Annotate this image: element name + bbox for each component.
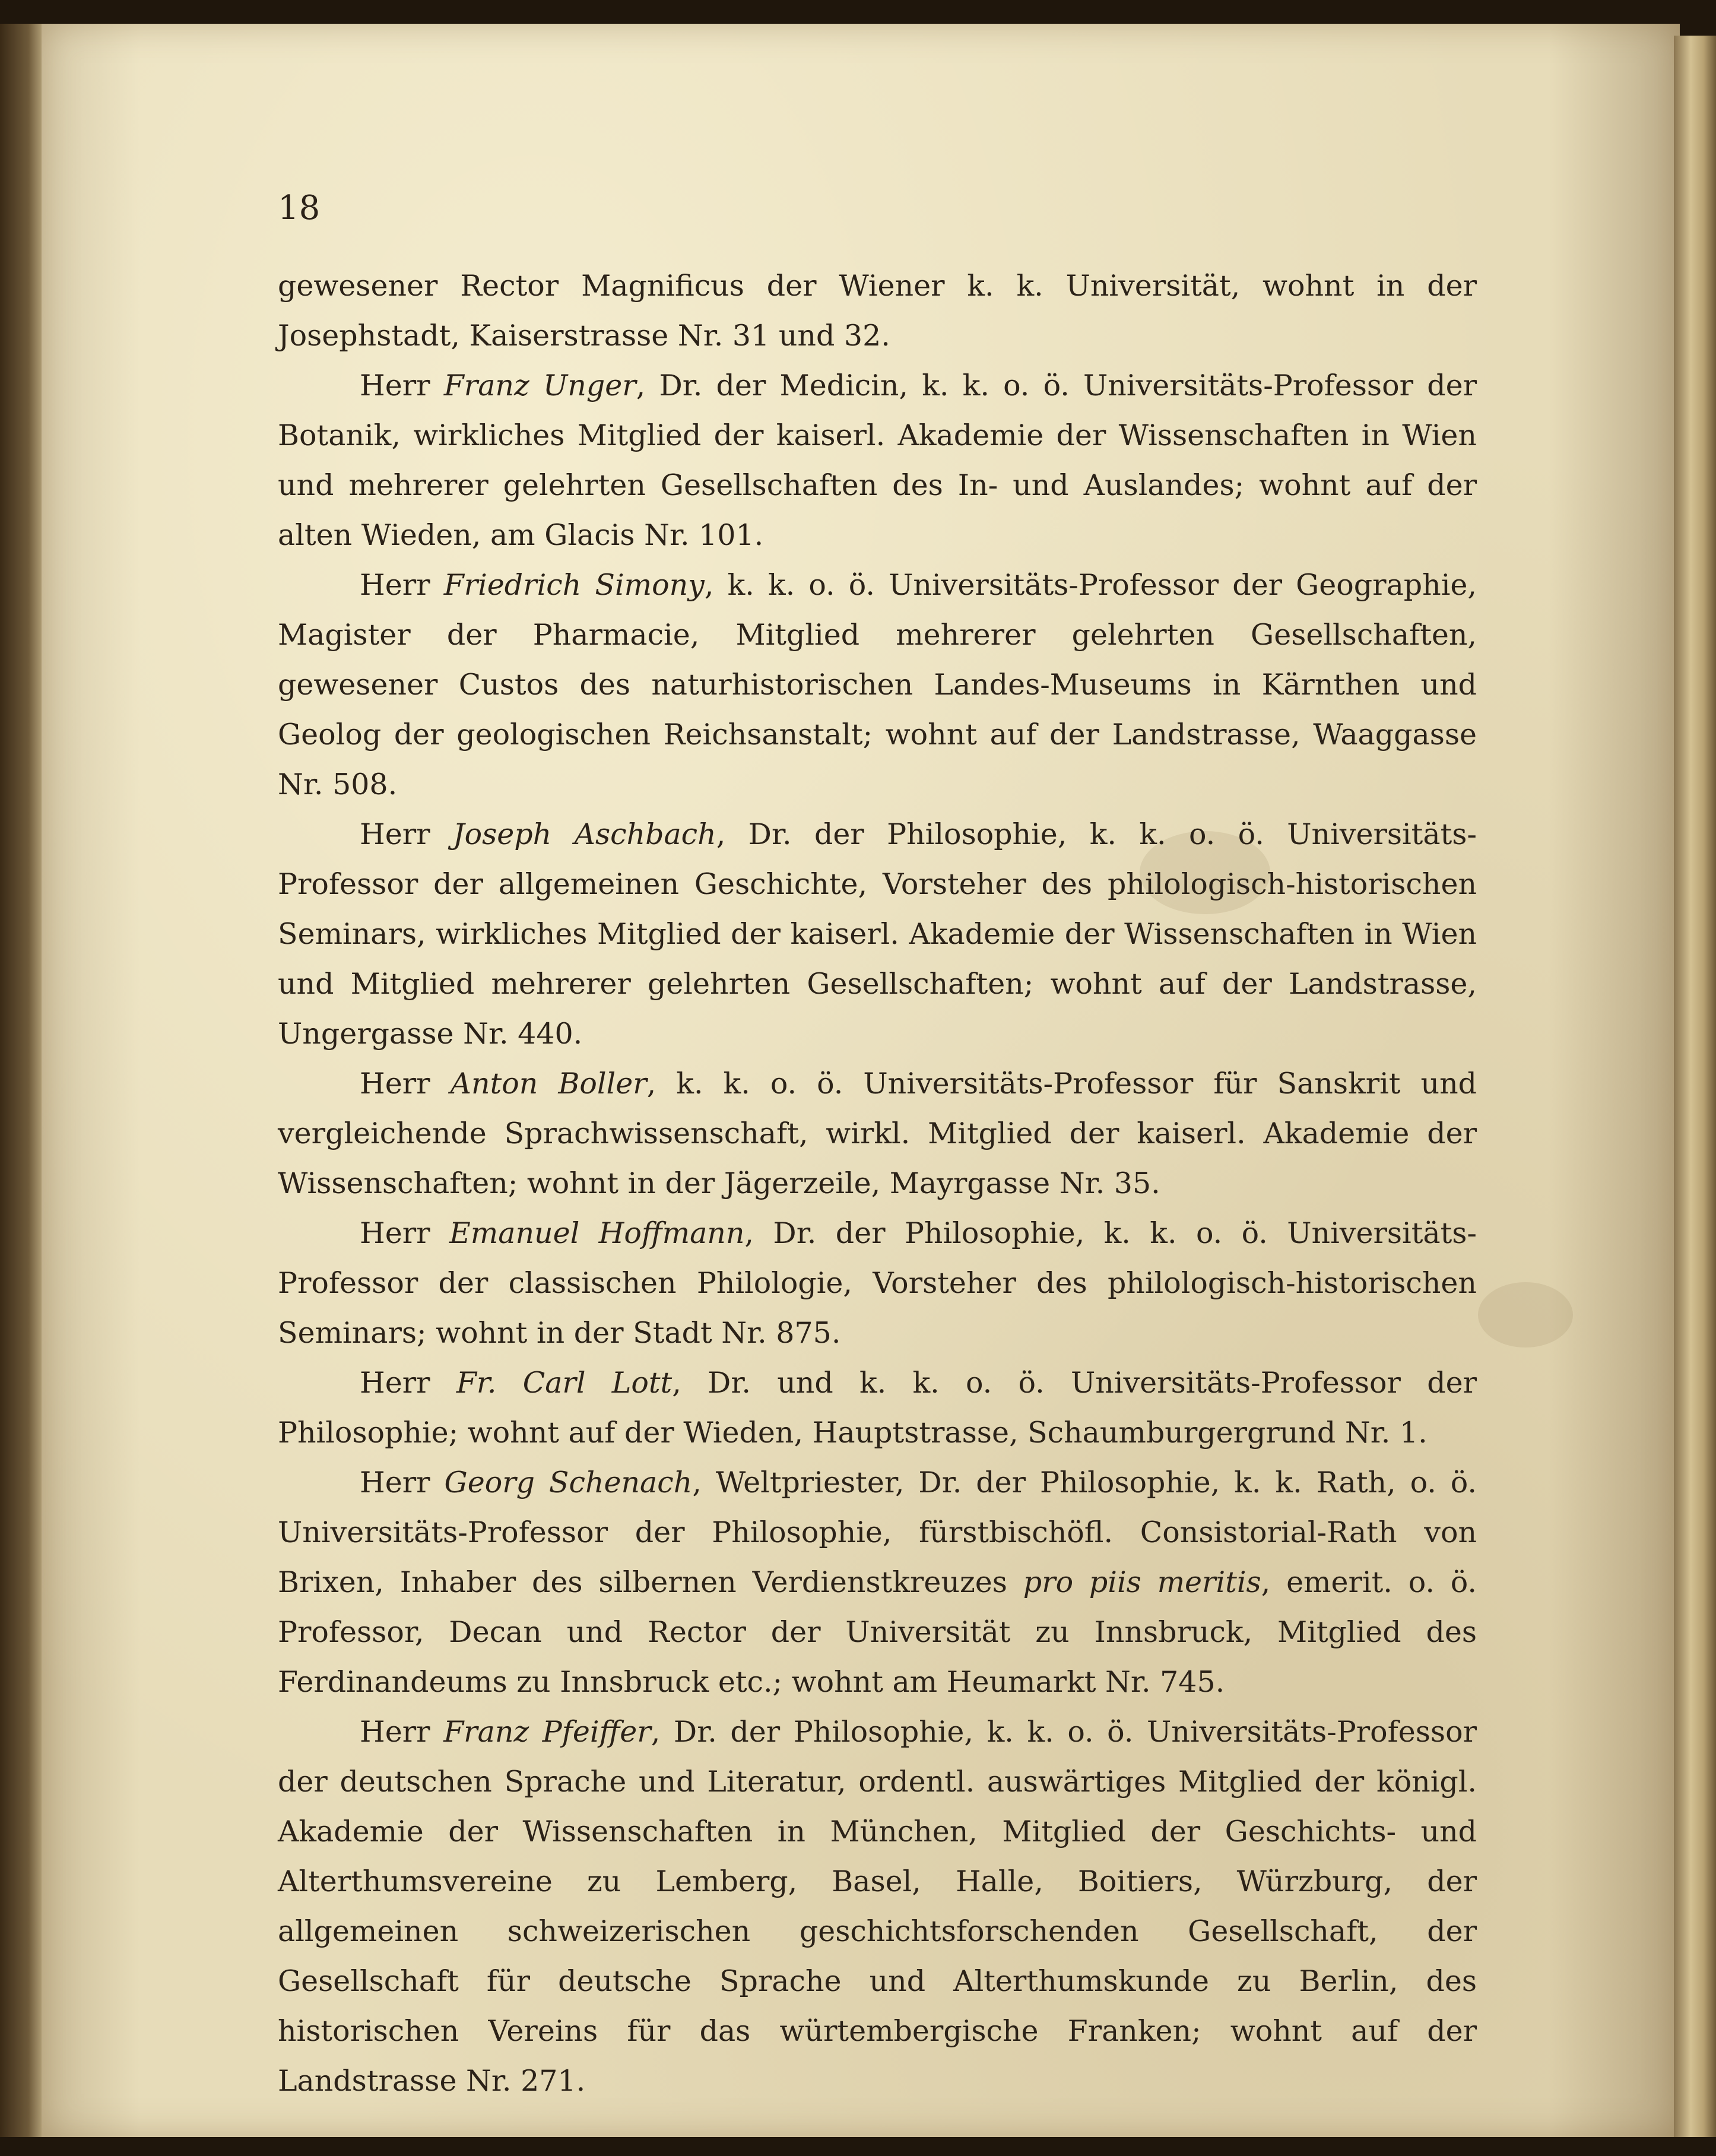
directory-entry [278, 1059, 1477, 1209]
directory-entry [278, 1707, 1477, 2106]
italic-name: Franz Unger [443, 369, 636, 402]
page-number: 18 [278, 189, 321, 227]
italic-name: Joseph Aschbach [452, 817, 716, 851]
entry-text: , Weltpriester, Dr. der Philosophie, k. k. Rath, o. ö. Universitäts-Professor der Philosophie, fürstbischöfl. Consistorial-Rath von Brixen, Inhaber des silbernen Verdienstkreuzes [278, 1466, 1477, 1599]
directory-entry [278, 1358, 1477, 1458]
italic-name: Fr. Carl Lott [456, 1366, 673, 1400]
entry-text: gewesener Rector Magnificus der Wiener k. k. Universität, wohnt in der Josephstadt, Kaiserstrasse Nr. 31 und 32. [278, 269, 1477, 353]
entry-text: Herr [360, 817, 453, 851]
entry-text: Herr [360, 369, 444, 402]
directory-entry [278, 1209, 1477, 1358]
italic-name: Anton Boller [450, 1067, 647, 1101]
entry-text: , Dr. der Philosophie, k. k. o. ö. Universitäts-Professor der allgemeinen Geschichte, Vorsteher des philologisch-historischen Seminars, wirkliches Mitglied der kaiserl. Akademie der Wissenschaften in Wien und Mitglied mehrerer gelehrten Gesellschaften; wohnt auf der Landstrasse, Ungergasse Nr. 440. [278, 817, 1477, 1051]
italic-name: Franz Pfeiffer [443, 1715, 651, 1749]
italic-name: Emanuel Hoffmann [449, 1216, 745, 1250]
entry-text: , Dr. der Philosophie, k. k. o. ö. Universitäts-Professor der classischen Philologie, Vorsteher des philologisch-historischen Seminars; wohnt in der Stadt Nr. 875. [278, 1216, 1477, 1350]
entry-text: , Dr. und k. k. o. ö. Universitäts-Professor der Philosophie; wohnt auf der Wieden, Hauptstrasse, Schaumburgergrund Nr. 1. [278, 1366, 1477, 1450]
entry-text: Herr [360, 1715, 444, 1749]
entry-text: , k. k. o. ö. Universitäts-Professor der Geographie, Magister der Pharmacie, Mitglied mehrerer gelehrten Gesellschaften, gewesener Custos des naturhistorischen Landes-Museums in Kärnthen und Geolog der geologischen Reichsanstalt; wohnt auf der Landstrasse, Waaggasse Nr. 508. [278, 568, 1477, 801]
entry-text: Herr [360, 1216, 450, 1250]
entry-text: Herr [360, 568, 444, 602]
entry-text: , Dr. der Medicin, k. k. o. ö. Universitäts-Professor der Botanik, wirkliches Mitglied der kaiserl. Akademie der Wissenschaften in Wien und mehrerer gelehrten Gesellschaften des In- und Auslandes; wohnt auf der alten Wieden, am Glacis Nr. 101. [278, 369, 1477, 552]
entry-text: , k. k. o. ö. Universitäts-Professor für Sanskrit und vergleichende Sprachwissenschaft, wirkl. Mitglied der kaiserl. Akademie der Wissenschaften; wohnt in der Jägerzeile, Mayrgasse Nr. 35. [278, 1067, 1477, 1200]
entry-text: , Dr. der Philosophie, k. k. o. ö. Universitäts-Professor der deutschen Sprache und Literatur, ordentl. auswärtiges Mitglied der königl. Akademie der Wissenschaften in München, Mitglied der Geschichts- und Alterthumsvereine zu Lemberg, Basel, Halle, Boitiers, Würzburg, der allgemeinen schweizerischen geschichtsforschenden Gesellschaft, der Gesellschaft für deutsche Sprache und Alterthumskunde zu Berlin, des historischen Vereins für das würtembergische Franken; wohnt auf der Landstrasse Nr. 271. [278, 1715, 1477, 2098]
paper-stain [1478, 1282, 1573, 1348]
italic-name: pro piis meritis [1023, 1565, 1261, 1599]
directory-entry [278, 560, 1477, 810]
page-right-edge [1674, 36, 1716, 2137]
entry-text: Herr [360, 1466, 445, 1499]
body-text [278, 261, 1477, 2106]
italic-name: Friedrich Simony [443, 568, 705, 602]
directory-entry [278, 361, 1477, 560]
directory-entry [278, 810, 1477, 1059]
entry-text: , emerit. o. ö. Professor, Decan und Rector der Universität zu Innsbruck, Mitglied des Ferdinandeums zu Innsbruck etc.; wohnt am Heumarkt Nr. 745. [278, 1565, 1477, 1699]
continued-entry [278, 261, 1477, 361]
entry-text: Herr [360, 1366, 456, 1400]
page-left-edge [0, 24, 47, 2137]
directory-entry [278, 1458, 1477, 1707]
entry-text: Herr [360, 1067, 451, 1101]
italic-name: Georg Schenach [444, 1466, 693, 1499]
